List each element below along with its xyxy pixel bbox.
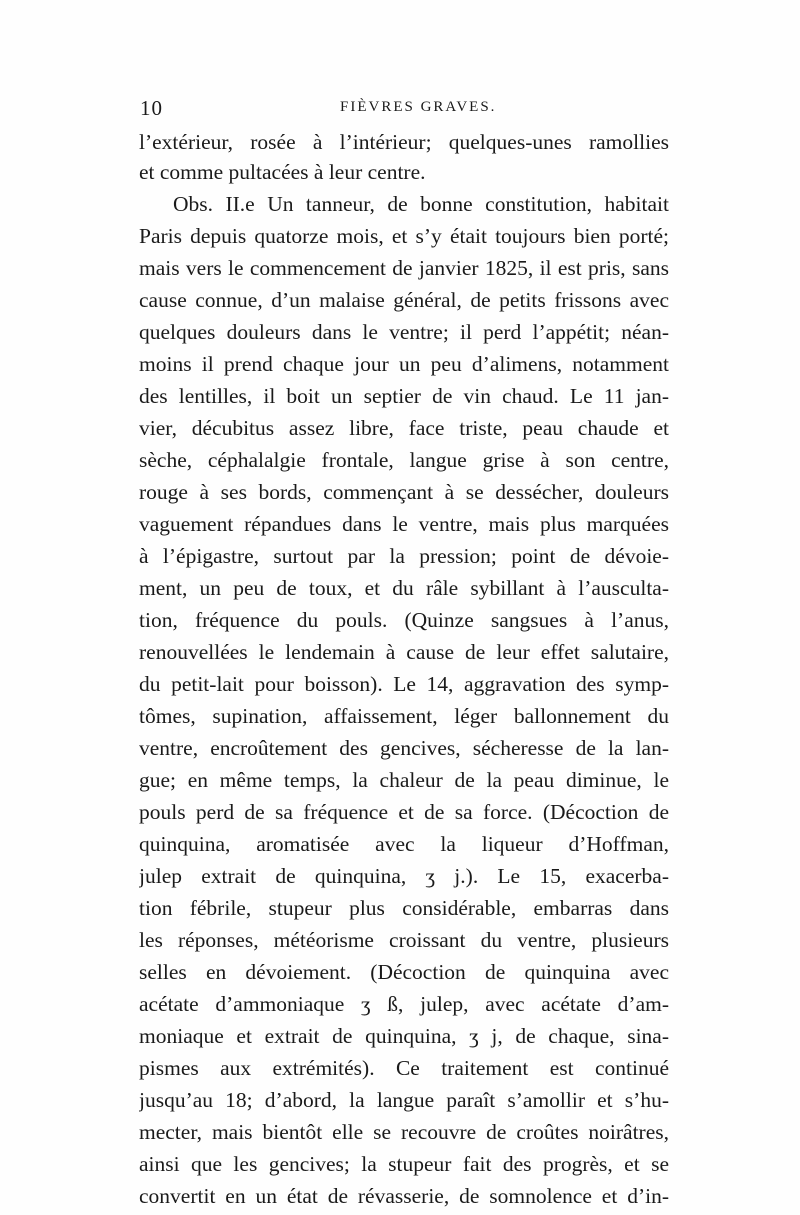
text-line: moins il prend chaque jour un peu d’alimens, notamment [139,352,669,376]
text-line: renouvellées le lendemain à cause de leur effet salutaire, [139,640,669,664]
text-line: des lentilles, il boit un septier de vin chaud. Le 11 jan- [139,384,669,408]
running-head: FIÈVRES GRAVES. [340,99,497,115]
text-line: les réponses, météorisme croissant du ventre, plusieurs [139,928,669,952]
text-line: selles en dévoiement. (Décoction de quinquina avec [139,960,669,984]
text-line: pouls perd de sa fréquence et de sa force. (Décoction de [139,800,669,824]
text-line: mais vers le commencement de janvier 1825, il est pris, sans [139,256,669,280]
body-text [139,128,669,1212]
page-number: 10 [140,96,163,120]
text-line: ment, un peu de toux, et du râle sybillant à l’ausculta- [139,576,669,600]
text-line: jusqu’au 18; d’abord, la langue paraît s’amollir et s’hu- [139,1088,669,1112]
text-line: quelques douleurs dans le ventre; il perd l’appétit; néan- [139,320,669,344]
text-line: vaguement répandues dans le ventre, mais plus marquées [139,512,669,536]
text-line: sèche, céphalalgie frontale, langue grise à son centre, [139,448,669,472]
text-line: mecter, mais bientôt elle se recouvre de croûtes noirâtres, [139,1120,669,1144]
text-line: et comme pultacées à leur centre. [139,160,426,184]
text-line: du petit-lait pour boisson). Le 14, aggravation des symp- [139,672,669,696]
text-line: Paris depuis quatorze mois, et s’y était toujours bien porté; [139,224,669,248]
text-line: julep extrait de quinquina, ʒ j.). Le 15, exacerba- [139,864,669,888]
text-line: convertit en un état de révasserie, de somnolence et d’in- [139,1184,669,1208]
text-line: Obs. II.e Un tanneur, de bonne constitution, habitait [173,192,669,216]
text-line: vier, décubitus assez libre, face triste, peau chaude et [139,416,669,440]
text-line: rouge à ses bords, commençant à se dessécher, douleurs [139,480,669,504]
text-line: gue; en même temps, la chaleur de la peau diminue, le [139,768,669,792]
page-header [140,96,670,126]
text-line: tion, fréquence du pouls. (Quinze sangsues à l’anus, [139,608,669,632]
text-line: ainsi que les gencives; la stupeur fait des progrès, et se [139,1152,669,1176]
text-line: tion fébrile, stupeur plus considérable, embarras dans [139,896,669,920]
text-line: à l’épigastre, surtout par la pression; point de dévoie- [139,544,669,568]
text-line: acétate d’ammoniaque ʒ ß, julep, avec acétate d’am- [139,992,669,1016]
text-line: tômes, supination, affaissement, léger ballonnement du [139,704,669,728]
text-line: l’extérieur, rosée à l’intérieur; quelques-unes ramollies [139,130,669,154]
text-line: quinquina, aromatisée avec la liqueur d’Hoffman, [139,832,669,856]
text-line: ventre, encroûtement des gencives, sécheresse de la lan- [139,736,669,760]
text-line: pismes aux extrémités). Ce traitement est continué [139,1056,669,1080]
text-line: cause connue, d’un malaise général, de petits frissons avec [139,288,669,312]
text-line: moniaque et extrait de quinquina, ʒ j, de chaque, sina- [139,1024,669,1048]
